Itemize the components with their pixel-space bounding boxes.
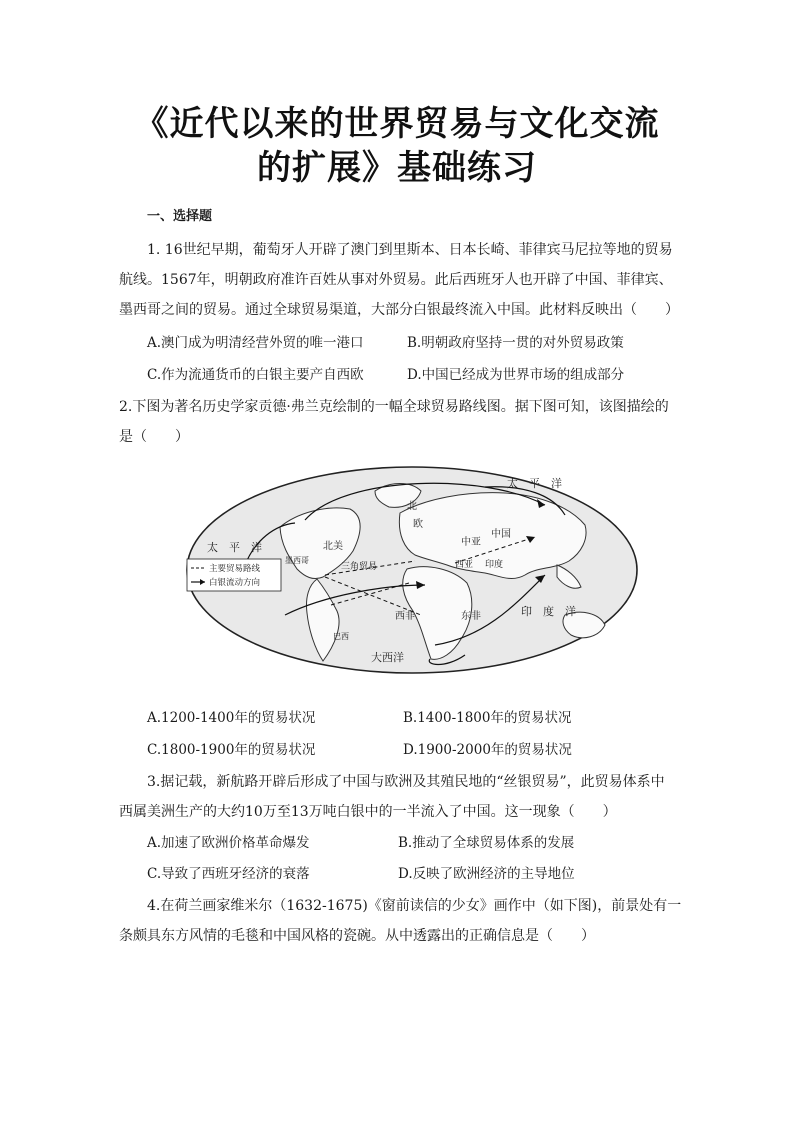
section-heading: 一、选择题 [147, 209, 213, 224]
label-west-africa: 西非 [395, 611, 415, 622]
q3-option-b[interactable]: B.推动了全球贸易体系的发展 [398, 835, 575, 851]
q3-option-a[interactable]: A.加速了欧洲价格革命爆发 [147, 835, 310, 851]
q4-line-2: 条颇具东方风情的毛毯和中国风格的瓷碗。从中透露出的正确信息是（ ） [119, 928, 595, 944]
label-central-asia: 中亚 [461, 537, 481, 548]
label-europe-1: 北 [407, 501, 417, 512]
q2-line-2: 是（ ） [119, 429, 189, 445]
q2-line-1: 2.下图为著名历史学家贡德·弗兰克绘制的一幅全球贸易路线图。据下图可知，该图描绘的 [119, 399, 669, 415]
q1-line-1: 1. 16世纪早期，葡萄牙人开辟了澳门到里斯本、日本长崎、菲律宾马尼拉等地的贸易 [147, 242, 673, 258]
label-pacific-right: 太 平 洋 [507, 477, 562, 490]
q1-line-3: 墨西哥之间的贸易。通过全球贸易渠道，大部分白银最终流入中国。此材料反映出（ ） [119, 302, 679, 318]
q1-option-d[interactable]: D.中国已经成为世界市场的组成部分 [407, 367, 625, 383]
label-india: 印度 [485, 560, 504, 570]
title-line-1: 《近代以来的世界贸易与文化交流 [134, 104, 660, 144]
label-north-america: 北美 [323, 541, 343, 552]
label-pacific-left: 太 平 洋 [207, 541, 262, 554]
q2-option-d[interactable]: D.1900-2000年的贸易状况 [403, 742, 572, 758]
q1-line-2: 航线。1567年，明朝政府准许百姓从事对外贸易。此后西班牙人也开辟了中国、菲律宾、 [119, 272, 673, 288]
label-brazil: 巴西 [333, 632, 349, 641]
legend-main-route: 主要贸易路线 [209, 564, 261, 574]
q2-option-a[interactable]: A.1200-1400年的贸易状况 [147, 710, 316, 726]
label-mexico: 墨西哥 [285, 556, 309, 565]
q2-option-c[interactable]: C.1800-1900年的贸易状况 [147, 742, 316, 758]
label-atlantic: 大西洋 [371, 651, 404, 664]
label-china: 中国 [491, 529, 511, 540]
q1-option-b[interactable]: B.明朝政府坚持一贯的对外贸易政策 [407, 335, 624, 351]
q1-option-a[interactable]: A.澳门成为明清经营外贸的唯一港口 [147, 335, 364, 351]
label-west-asia: 西亚 [455, 560, 474, 570]
label-indian-ocean: 印 度 洋 [521, 605, 576, 618]
world-trade-route-map [185, 465, 640, 675]
label-europe-2: 欧 [413, 519, 423, 530]
q3-line-2: 西属美洲生产的大约10万至13万吨白银中的一半流入了中国。这一现象（ ） [119, 804, 617, 820]
legend-silver-flow: 白银流动方向 [209, 578, 261, 588]
q4-line-1: 4.在荷兰画家维米尔（1632-1675)《窗前读信的少女》画作中（如下图)，前景处有一 [147, 898, 682, 914]
q3-option-d[interactable]: D.反映了欧洲经济的主导地位 [398, 866, 575, 882]
q2-option-b[interactable]: B.1400-1800年的贸易状况 [403, 710, 572, 726]
q3-line-1: 3.据记载，新航路开辟后形成了中国与欧洲及其殖民地的“丝银贸易”，此贸易体系中 [147, 774, 665, 790]
q1-option-c[interactable]: C.作为流通货币的白银主要产自西欧 [147, 367, 364, 383]
label-triangle-trade: 三角贸易 [341, 562, 378, 572]
q3-option-c[interactable]: C.导致了西班牙经济的衰落 [147, 866, 310, 882]
label-east-africa: 东非 [461, 611, 481, 622]
title-line-2: 的扩展》基础练习 [257, 148, 537, 188]
